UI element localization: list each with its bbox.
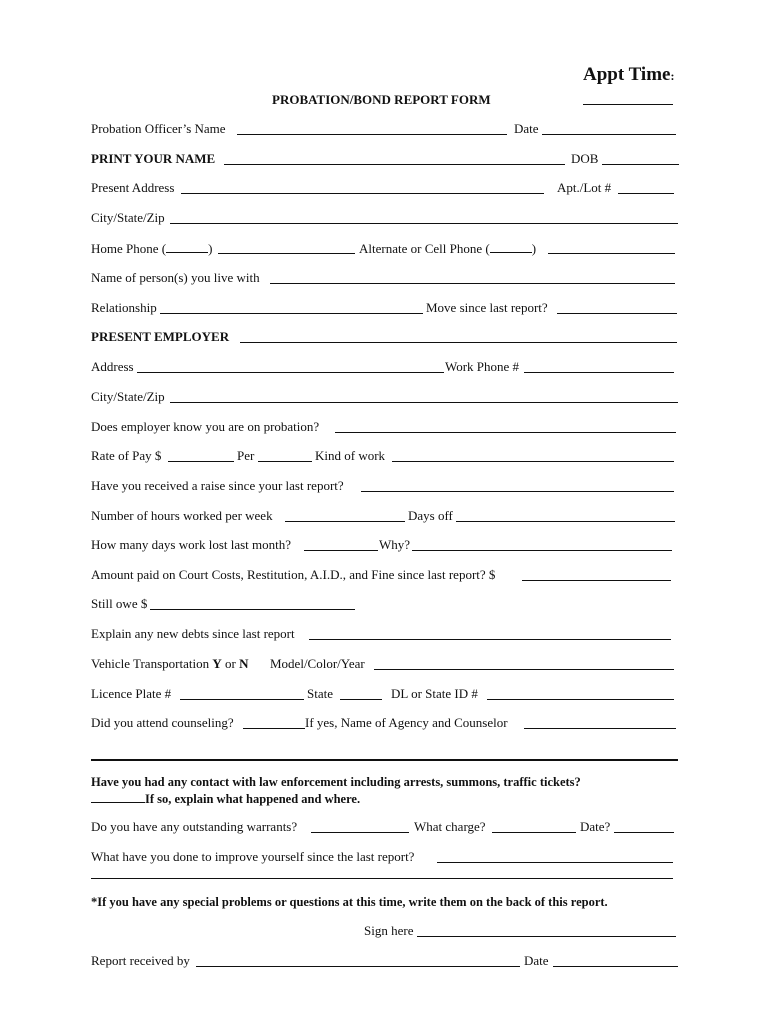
kind-of-work-field[interactable]	[392, 461, 674, 462]
new-debts-label: Explain any new debts since last report	[91, 626, 295, 641]
home-phone-text: Home Phone (	[91, 241, 167, 256]
form-title: PROBATION/BOND REPORT FORM	[272, 92, 491, 107]
vehicle-label	[91, 656, 248, 672]
live-with-label: Name of person(s) you live with	[91, 270, 260, 285]
improve-label: What have you done to improve yourself since the last report?	[91, 849, 415, 864]
vehicle-prefix: Vehicle Transportation	[91, 656, 213, 671]
employer-know-label: Does employer know you are on probation?	[91, 419, 320, 434]
days-lost-label: How many days work lost last month?	[91, 537, 292, 552]
law-contact-line2	[91, 790, 360, 806]
per-field[interactable]	[258, 461, 312, 462]
law-contact-field[interactable]	[91, 790, 145, 803]
employer-know-field[interactable]	[335, 432, 676, 433]
present-address-label: Present Address	[91, 180, 175, 195]
still-owe-field[interactable]	[150, 609, 355, 610]
appt-time-label	[583, 64, 674, 86]
sign-here-field[interactable]	[417, 936, 676, 937]
print-name-label: PRINT YOUR NAME	[91, 151, 216, 166]
alt-phone-close: )	[531, 241, 537, 256]
law-contact-explain: If so, explain what happened and where.	[145, 792, 361, 806]
state-field[interactable]	[340, 699, 382, 700]
vehicle-y-option[interactable]: Y	[212, 656, 222, 671]
alt-phone-label	[359, 240, 536, 257]
counseling-continuation-field[interactable]	[91, 759, 678, 761]
counseling-label: Did you attend counseling?	[91, 715, 234, 730]
date2-field[interactable]	[614, 832, 674, 833]
present-employer-label: PRESENT EMPLOYER	[91, 329, 230, 344]
why-field[interactable]	[412, 550, 672, 551]
emp-address-field[interactable]	[137, 372, 444, 373]
counseling-field[interactable]	[243, 728, 305, 729]
hours-per-week-field[interactable]	[285, 521, 405, 522]
report-received-field[interactable]	[196, 966, 520, 967]
emp-address-label: Address	[91, 359, 134, 374]
date1-label: Date	[514, 121, 539, 136]
emp-city-state-zip-label: City/State/Zip	[91, 389, 165, 404]
state-label: State	[307, 686, 333, 701]
improve-continuation-field[interactable]	[91, 878, 673, 879]
warrants-field[interactable]	[311, 832, 409, 833]
apt-lot-label: Apt./Lot #	[557, 180, 612, 195]
what-charge-label: What charge?	[414, 819, 486, 834]
appt-time-colon: :	[670, 69, 675, 83]
days-off-label: Days off	[408, 508, 453, 523]
apt-lot-field[interactable]	[618, 193, 674, 194]
date2-label: Date?	[580, 819, 611, 834]
dl-state-id-field[interactable]	[487, 699, 674, 700]
work-phone-field[interactable]	[524, 372, 674, 373]
home-phone-label	[91, 240, 212, 256]
what-charge-field[interactable]	[492, 832, 576, 833]
amount-paid-label: Amount paid on Court Costs, Restitution, A.I.D., and Fine since last report? $	[91, 567, 496, 582]
vehicle-model-field[interactable]	[374, 669, 674, 670]
dob-field[interactable]	[602, 164, 679, 165]
work-phone-label: Work Phone #	[445, 359, 520, 374]
relationship-field[interactable]	[160, 313, 423, 314]
present-employer-field[interactable]	[240, 342, 677, 343]
home-phone-area-field[interactable]	[166, 240, 208, 253]
city-state-zip-field[interactable]	[170, 223, 678, 224]
present-address-field[interactable]	[181, 193, 544, 194]
officer-name-field[interactable]	[237, 134, 507, 135]
live-with-field[interactable]	[270, 283, 675, 284]
print-name-field[interactable]	[224, 164, 565, 165]
raise-field[interactable]	[361, 491, 674, 492]
home-phone-field[interactable]	[218, 253, 355, 254]
special-problems-note: *If you have any special problems or questions at this time, write them on the back of this report.	[91, 895, 608, 909]
alt-phone-field[interactable]	[548, 253, 675, 254]
licence-plate-field[interactable]	[180, 699, 304, 700]
dob-label: DOB	[571, 151, 599, 166]
warrants-label: Do you have any outstanding warrants?	[91, 819, 298, 834]
still-owe-label: Still owe $	[91, 596, 148, 611]
officer-name-row	[91, 121, 226, 137]
if-yes-agency-field[interactable]	[524, 728, 676, 729]
date1-field[interactable]	[542, 134, 676, 135]
improve-field[interactable]	[437, 862, 673, 863]
new-debts-field[interactable]	[309, 639, 671, 640]
move-since-label: Move since last report?	[426, 300, 548, 315]
rate-of-pay-field[interactable]	[168, 461, 234, 462]
move-since-field[interactable]	[557, 313, 677, 314]
licence-plate-label: Licence Plate #	[91, 686, 172, 701]
date3-label: Date	[524, 953, 549, 968]
vehicle-model-label: Model/Color/Year	[270, 656, 365, 671]
days-lost-field[interactable]	[304, 550, 378, 551]
kind-of-work-label: Kind of work	[315, 448, 386, 463]
date3-field[interactable]	[553, 966, 678, 967]
city-state-zip-label: City/State/Zip	[91, 210, 165, 225]
emp-city-state-zip-field[interactable]	[170, 402, 678, 403]
home-phone-close: )	[208, 241, 213, 256]
rate-of-pay-label: Rate of Pay $	[91, 448, 162, 463]
law-contact-line1: Have you had any contact with law enforcement including arrests, summons, traffic tickets?	[91, 775, 581, 789]
appt-time-field[interactable]	[583, 104, 673, 105]
report-received-label: Report received by	[91, 953, 190, 968]
raise-label: Have you received a raise since your last report?	[91, 478, 344, 493]
appt-time-text: Appt Time	[583, 64, 671, 85]
amount-paid-field[interactable]	[522, 580, 671, 581]
hours-per-week-label: Number of hours worked per week	[91, 508, 273, 523]
alt-phone-text: Alternate or Cell Phone (	[359, 241, 490, 256]
why-label: Why?	[379, 537, 411, 552]
relationship-label: Relationship	[91, 300, 157, 315]
per-label: Per	[237, 448, 255, 463]
officer-name-label: Probation Officer’s Name	[91, 121, 226, 136]
days-off-field[interactable]	[456, 521, 675, 522]
alt-phone-area-field[interactable]	[490, 240, 532, 253]
if-yes-agency-label: If yes, Name of Agency and Counselor	[305, 715, 508, 730]
vehicle-n-option[interactable]: N	[239, 656, 249, 671]
vehicle-or: or	[221, 656, 240, 671]
sign-here-label: Sign here	[364, 923, 414, 938]
dl-state-id-label: DL or State ID #	[391, 686, 478, 701]
